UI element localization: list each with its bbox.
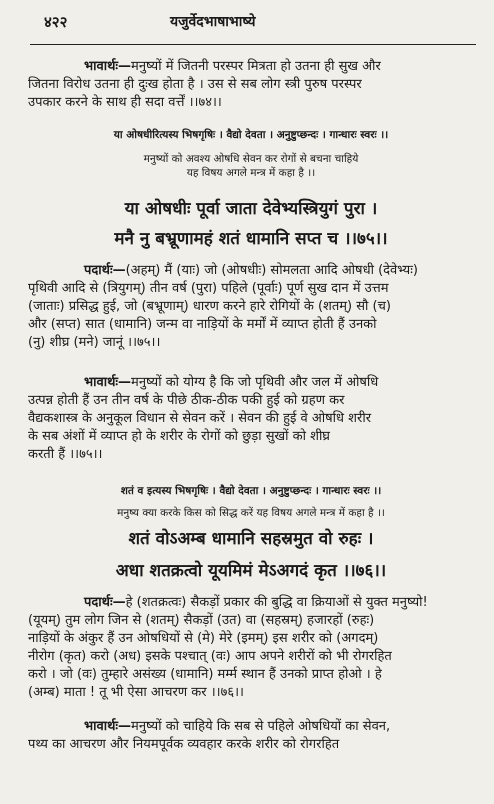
bhavartha-label: भावार्थः— xyxy=(84,59,132,74)
mantra-line: अधा शतक्रत्वो यूयमिमं मेऽअगदं कृत ।।७६।। xyxy=(115,561,387,581)
bhavartha-label: भावार्थः— xyxy=(84,719,132,734)
text-line: जितना विरोध उतना ही दुःख होता है । उस से सब लोग स्त्री पुरुष परस्पर xyxy=(28,77,362,92)
text-line: नाड़ियों के अंकुर हैं उन ओषधियों से (मे) मेरे (इमम्) इस शरीर को (अगदम्) xyxy=(28,631,379,646)
text-line: वैद्यकशास्त्र के अनुकूल विधान से सेवन करें । सेवन की हुई वे ओषधि शरीर xyxy=(28,411,372,426)
mantra-line: या ओषधीः पूर्वा जाता देवेभ्यस्त्रियुगं पुरा । xyxy=(124,199,378,219)
text-line: उत्पन्न होती हैं उन तीन वर्ष के पीछे ठीक-ठीक पकी हुई को ग्रहण कर xyxy=(28,393,345,408)
padartha-label: पदार्थः— xyxy=(84,263,126,278)
rishi-devata-line: शतं व इत्यस्य भिषगृषिः । वैद्यो देवता । अनुष्टुप्छन्दः । गान्धारः स्वरः ।। xyxy=(120,485,382,497)
bhavartha-label: भावार्थः— xyxy=(84,375,132,390)
padartha-label: पदार्थः— xyxy=(84,595,126,610)
text-line: पृथिवी आदि से (त्रियुगम्) तीन वर्ष (पुरा) पहिले (पूर्वाः) पूर्ण सुख दान में उत्तम xyxy=(28,281,389,296)
text-line: नीरोग (कृत) करो (अध) इसके पश्चात् (वः) आप अपने शरीरों को भी रोगरहित xyxy=(28,649,392,664)
page-number: ४२२ xyxy=(44,13,68,31)
text-line: यह विषय अगले मन्त्र में कहा है ।। xyxy=(186,167,316,179)
text-line: (अहम्) मैं (याः) जो (ओषधीः) सोमलता आदि ओषधी (देवेभ्यः) xyxy=(125,263,418,278)
text-line: (जाताः) प्रसिद्ध हुई, जो (बभ्रूणाम्) धारण करने हारे रोगियों के (शतम्) सौ (च) xyxy=(28,299,391,314)
header-rule xyxy=(30,44,476,45)
mantra-76 xyxy=(28,526,474,584)
text-line: (अम्ब) माता ! तू भी ऐसा आचरण कर ।।७६।। xyxy=(28,685,244,700)
text-line: पथ्य का आचरण और नियमपूर्वक व्यवहार करके शरीर को रोगरहित xyxy=(28,737,340,752)
topic-intro: मनुष्य क्या करके किस को सिद्ध करें यह विषय अगले मन्त्र में कहा है ।। xyxy=(117,507,385,519)
text-line: हे (शतक्रत्वः) सैकड़ों प्रकार की बुद्धि वा क्रियाओं से युक्त मनुष्यो! xyxy=(125,595,428,610)
text-line: (नु) शीघ्र (मने) जानूं ।।७५।। xyxy=(28,335,161,350)
bhavartha-75 xyxy=(28,374,474,464)
mantra-75 xyxy=(28,196,474,252)
text-line: करो । जो (वः) तुम्हारे असंख्य (धामानि) मर्म्म स्थान हैं उनको प्राप्त होओ । हे xyxy=(28,667,382,682)
text-line: मनुष्यों को अवश्य ओषधि सेवन कर रोगों से बचना चाहिये xyxy=(143,153,359,165)
text-line: और (सप्त) सात (धामानि) जन्म वा नाड़ियों के मर्मों में व्याप्त होती हैं उनको xyxy=(28,317,377,332)
bhavartha-76 xyxy=(28,718,474,754)
text-line: मनुष्यों में जितनी परस्पर मित्रता हो उतना ही सुख और xyxy=(131,59,381,74)
rishi-devata-line: या ओषधीरित्यस्य भिषगृषिः । वैद्यो देवता । अनुष्टुप्छन्दः । गान्धारः स्वरः ।। xyxy=(113,129,389,141)
mantra-line: शतं वोऽअम्ब धामानि सहस्रमुत वो रुहः । xyxy=(128,529,374,549)
running-title: यजुर्वेदभाषाभाष्ये xyxy=(170,14,256,30)
bhavartha-74 xyxy=(28,58,474,112)
mantra-line: मनै नु बभ्रूणामहं शतं धामानि सप्त च ।।७५।। xyxy=(114,229,388,249)
topic-intro xyxy=(28,152,474,180)
text-line: उपकार करने के साथ ही सदा वर्त्तें ।।७४।। xyxy=(28,95,222,110)
text-line: करती हैं ।।७५।। xyxy=(28,447,103,462)
text-line: मनुष्यों को चाहिये कि सब से पहिले ओषधियों का सेवन, xyxy=(131,719,391,734)
padartha-76 xyxy=(28,594,474,702)
page-header xyxy=(0,8,494,36)
text-line: के सब अंशों में व्याप्त हो के शरीर के रोगों को छुड़ा सुखों को शीघ्र xyxy=(28,429,330,444)
text-line: (यूयम्) तुम लोग जिन से (शतम्) सैकड़ों (उत) वा (सहस्रम्) हजारहों (रुहः) xyxy=(28,613,375,628)
text-line: मनुष्यों को योग्य है कि जो पृथिवी और जल में ओषधि xyxy=(131,375,379,390)
padartha-75 xyxy=(28,262,474,352)
